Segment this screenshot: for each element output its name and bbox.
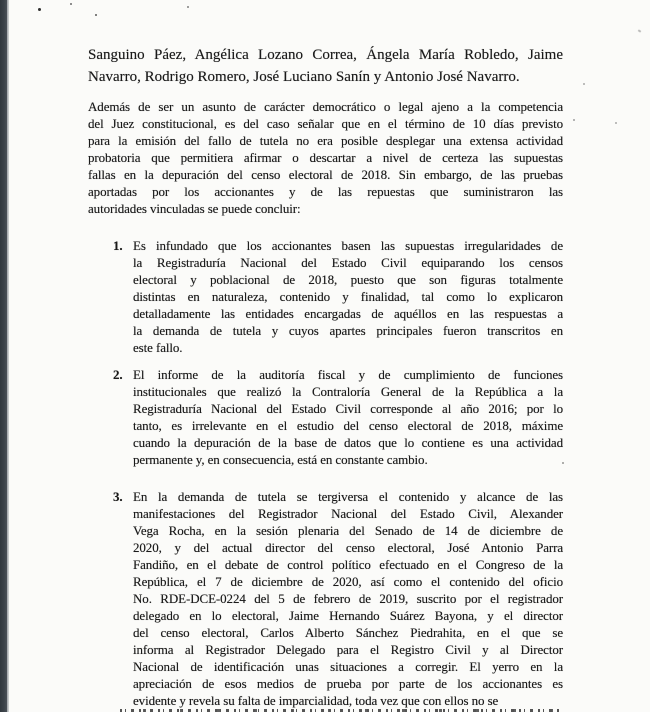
text-line: distintas en naturaleza, contenido y finalidad, tal como lo explicaron [133, 289, 563, 304]
text-line: Sanguino Páez, Angélica Lozano Correa, Ángela María Robledo, Jaime [88, 47, 563, 63]
list-number: 1. [113, 238, 123, 253]
text-line: fallas en la depuración del censo electoral de 2018. Sin embargo, de las pruebas [88, 167, 563, 182]
numbered-item-3 [113, 488, 563, 709]
text-line: del Juez constitucional, es del caso señalar que en el término de 10 días previsto [88, 116, 563, 131]
dust-speck [638, 29, 642, 32]
dust-speck [573, 119, 575, 121]
text-line: tanto, es irrelevante en el estudio del censo electoral de 2018, máxime [133, 418, 563, 433]
numbered-item-2-body [133, 366, 563, 468]
text-line: No. RDE-DCE-0224 del 5 de febrero de 2019, suscrito por el registrador [133, 591, 563, 606]
text-line: autoridades vinculadas se puede concluir: [88, 201, 301, 216]
dust-speck [562, 462, 564, 464]
text-line: informa al Registrador Delegado para el Registro Civil y al Director [133, 642, 563, 657]
numbered-item-1-body [133, 237, 563, 356]
text-line: evidente y revela su falta de imparcialidad, toda vez que con ellos no se [133, 693, 499, 708]
text-line: El informe de la auditoría fiscal y de cumplimiento de funciones [133, 367, 563, 382]
paragraph-intro [88, 98, 563, 217]
list-number: 3. [113, 489, 123, 504]
text-line: aportadas por los accionantes y de las repuestas que suministraron las [88, 184, 563, 199]
text-line: apreciación de esos medios de prueba por parte de los accionantes es [133, 676, 563, 691]
dust-speck [70, 3, 72, 5]
text-line: delegado en lo electoral, Jaime Hernando Suárez Bayona, y el director [133, 608, 563, 623]
text-line: probatoria que permitiera afirmar o descartar a nivel de certeza las supuestas [88, 150, 563, 165]
paragraph-accionantes-names [88, 45, 563, 88]
text-line: permanente y, en consecuencia, está en constante cambio. [133, 452, 428, 467]
numbered-item-2 [113, 366, 563, 468]
text-line: este fallo. [133, 340, 183, 355]
text-line: 2020, y del actual director del censo electoral, José Antonio Parra [133, 540, 563, 555]
text-line: Navarro, Rodrigo Romero, José Luciano Sanín y Antonio José Navarro. [88, 68, 520, 85]
list-number: 2. [113, 367, 123, 382]
text-line: Fandiño, en el debate de control político efectuado en el Congreso de la [133, 557, 563, 572]
text-line: cuando la depuración de la base de datos que lo contiene es una actividad [133, 435, 563, 450]
numbered-item-1 [113, 237, 563, 356]
numbered-item-3-body [133, 488, 563, 709]
text-line: manifestaciones del Registrador Nacional del Estado Civil, Alexander [133, 506, 563, 521]
dust-speck [583, 83, 585, 85]
text-line: la demanda de tutela y cuyos apartes principales fueron transcritos en [133, 323, 563, 338]
text-line: Vega Rocha, en la sesión plenaria del Senado de 14 de diciembre de [133, 523, 563, 538]
dust-speck [95, 14, 97, 16]
text-line: Además de ser un asunto de carácter democrático o legal ajeno a la competencia [88, 99, 563, 114]
dust-speck [187, 6, 189, 8]
text-line: del censo electoral, Carlos Alberto Sánchez Piedrahita, en el que se [133, 625, 563, 640]
dust-speck [615, 122, 617, 124]
text-line: para la emisión del fallo de tutela no era posible desplegar una extensa actividad [88, 133, 563, 148]
text-line: Es infundado que los accionantes basen las supuestas irregularidades de [133, 238, 563, 253]
text-line: la Registraduría Nacional del Estado Civil equiparando los censos [133, 255, 563, 270]
text-line: institucionales que realizó la Contraloría General de la República a la [133, 384, 563, 399]
text-line: República, el 7 de diciembre de 2020, así como el contenido del oficio [133, 574, 563, 589]
text-line: En la demanda de tutela se tergiversa el contenido y alcance de las [133, 489, 563, 504]
text-line: electoral y poblacional de 2018, puesto que son figuras totalmente [133, 272, 563, 287]
text-line: Nacional de identificación unas situaciones a corregir. El yerro en la [133, 659, 563, 674]
dust-speck [38, 8, 41, 11]
text-line: Registraduría Nacional del Estado Civil corresponde al año 2016; por lo [133, 401, 563, 416]
text-line: detalladamente las entidades encargadas de aquéllos en las respuestas a [133, 306, 563, 321]
